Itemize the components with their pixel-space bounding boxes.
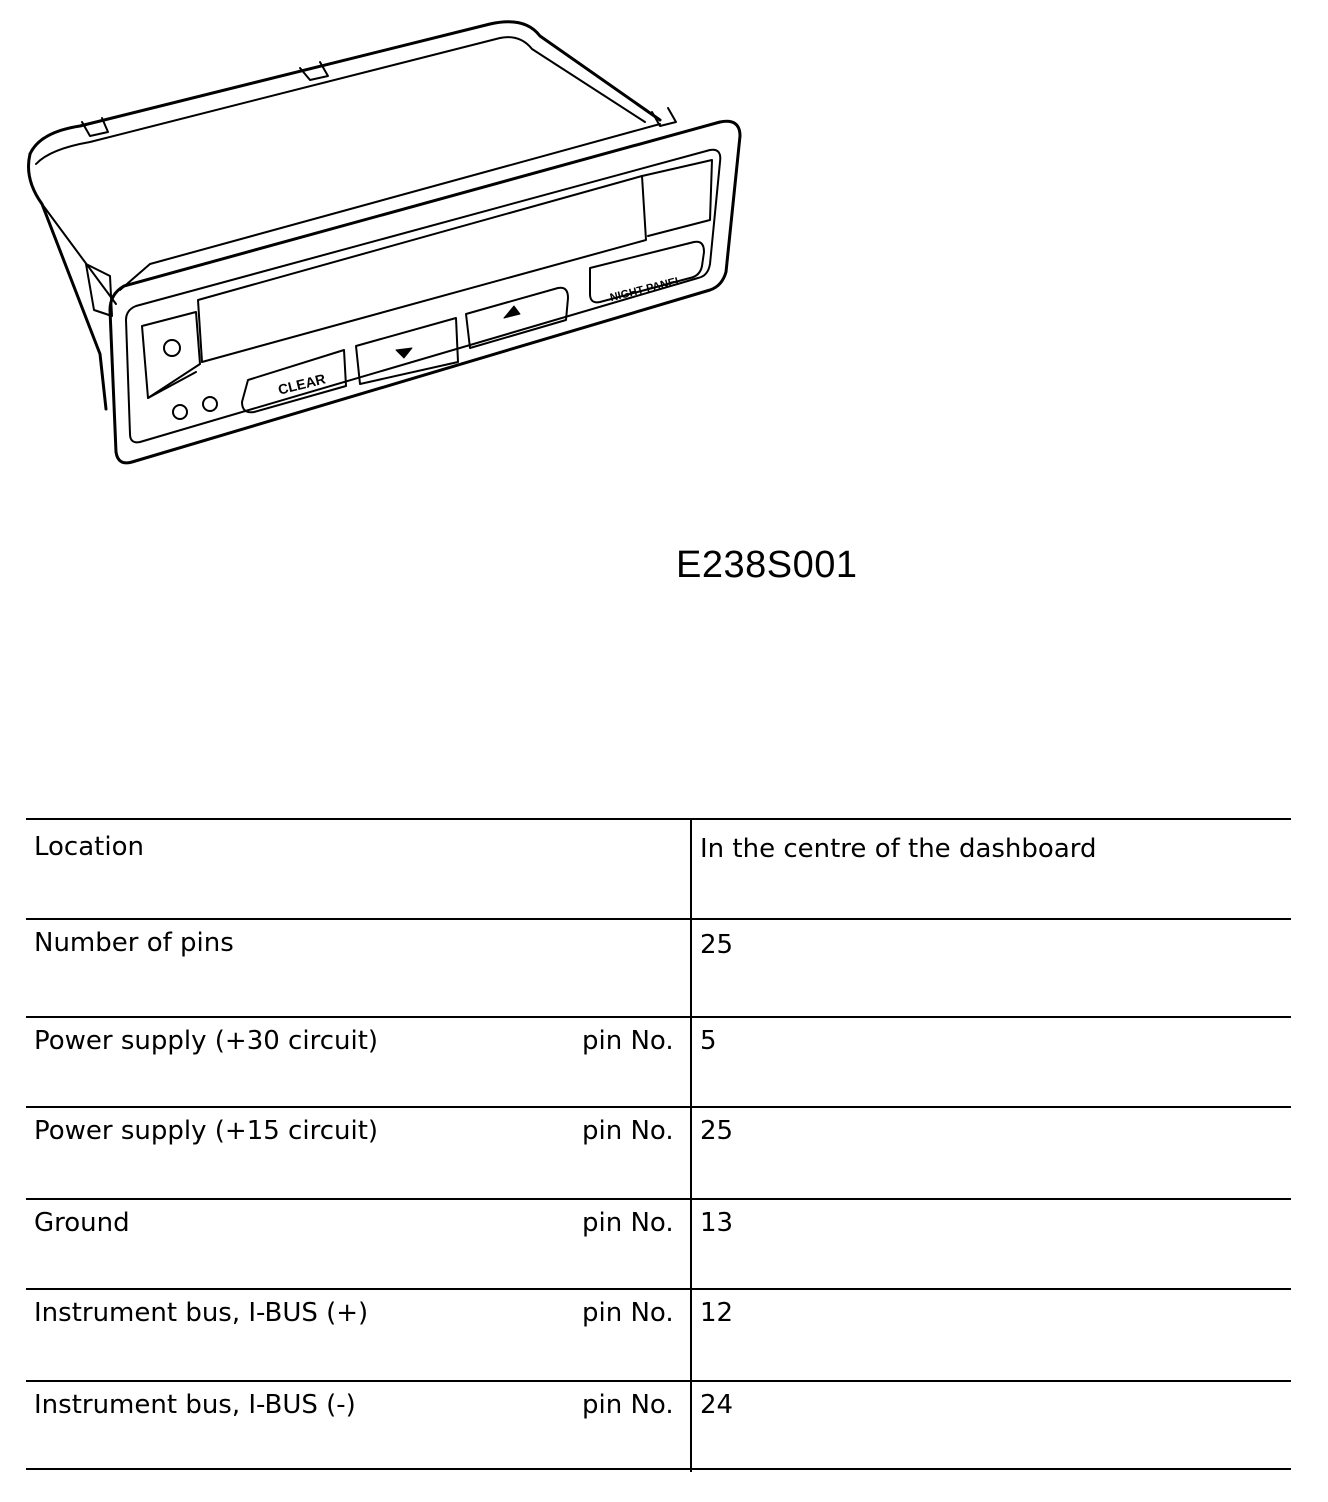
row-pin-label: pin No. xyxy=(582,1208,674,1238)
row-value: In the centre of the dashboard xyxy=(700,834,1097,864)
row-label: Location xyxy=(34,832,144,862)
table-row xyxy=(26,1380,1291,1470)
table-row xyxy=(26,1016,1291,1106)
row-value: 13 xyxy=(700,1208,734,1238)
row-value: 24 xyxy=(700,1390,734,1420)
table-row xyxy=(26,1288,1291,1380)
row-label: Instrument bus, I-BUS (-) xyxy=(34,1390,356,1420)
row-pin-label: pin No. xyxy=(582,1390,674,1420)
row-label: Instrument bus, I-BUS (+) xyxy=(34,1298,369,1328)
control-unit-drawing xyxy=(20,14,750,474)
row-pin-label: pin No. xyxy=(582,1298,674,1328)
row-pin-label: pin No. xyxy=(582,1116,674,1146)
row-label: Power supply (+15 circuit) xyxy=(34,1116,379,1146)
column-divider xyxy=(690,818,692,1472)
control-unit-illustration xyxy=(20,14,750,474)
clear-button-label: CLEAR xyxy=(276,370,328,398)
row-value: 25 xyxy=(700,930,734,960)
table-row xyxy=(26,818,1291,918)
row-label: Power supply (+30 circuit) xyxy=(34,1026,379,1056)
night-panel-button-label: NIGHT PANEL xyxy=(608,274,684,305)
table-row xyxy=(26,918,1291,1016)
row-label: Number of pins xyxy=(34,928,234,958)
row-value: 5 xyxy=(700,1026,717,1056)
figure-code: E238S001 xyxy=(676,544,858,586)
row-pin-label: pin No. xyxy=(582,1026,674,1056)
table-row xyxy=(26,1198,1291,1288)
row-value: 25 xyxy=(700,1116,734,1146)
row-value: 12 xyxy=(700,1298,734,1328)
spec-table xyxy=(26,818,1291,1470)
table-row xyxy=(26,1106,1291,1198)
row-label: Ground xyxy=(34,1208,130,1238)
